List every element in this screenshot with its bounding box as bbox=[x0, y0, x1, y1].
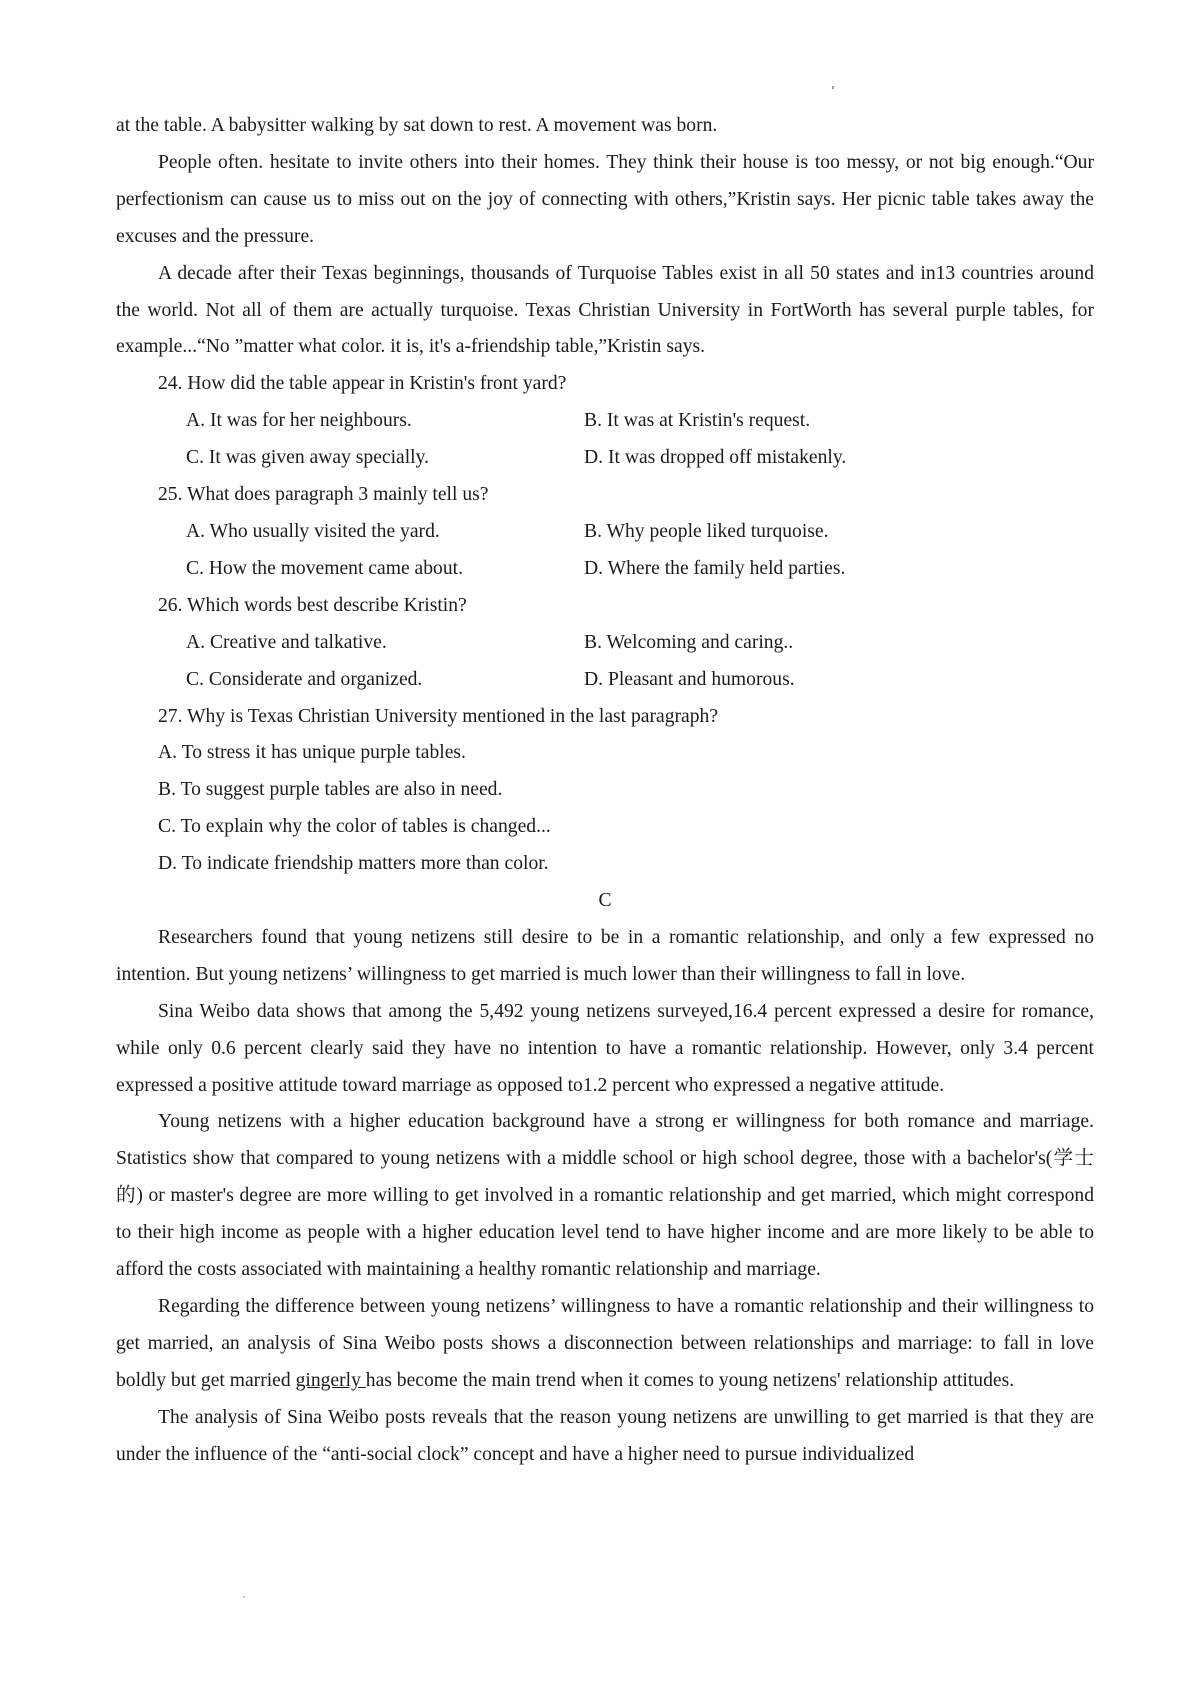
footer-mark bbox=[243, 1596, 245, 1598]
question-25-option-c: C. How the movement came about. bbox=[186, 557, 463, 579]
underlined-word-gingerly: gingerly bbox=[295, 1369, 366, 1391]
passage-b-paragraph-1: at the table. A babysitter walking by sat down to rest. A movement was born. bbox=[116, 115, 718, 136]
passage-c-paragraph-5: The analysis of Sina Weibo posts reveals that the reason young netizens are unwilling to get married is that they are under the influence of the “anti-social clock” concept and have a higher need to pursue individualized bbox=[116, 1406, 1094, 1465]
question-25-option-a: A. Who usually visited the yard. bbox=[186, 520, 440, 542]
passage-b-paragraph-2: People often. hesitate to invite others into their homes. They think their house is too messy, or not big enough.“Our perfectionism can cause us to miss out on the joy of connecting with others,”Kristin says. Her picnic table takes away the excuses and the pressure. bbox=[116, 151, 1094, 247]
passage-c-paragraph-4-before: Regarding the difference between young netizens’ willingness to have a romantic relationship and their willingness to get married, an analysis of Sina Weibo posts shows a disconnection between relationships and marriage: to fall in love boldly but get married bbox=[116, 1296, 1094, 1391]
question-24-option-a: A. It was for her neighbours. bbox=[186, 410, 412, 432]
question-25-options-row-1 bbox=[186, 514, 1094, 551]
question-24-options-row-1 bbox=[186, 403, 1094, 440]
passage-c-paragraph-2: Sina Weibo data shows that among the 5,492 young netizens surveyed,16.4 percent expressed a desire for romance, while only 0.6 percent clearly said they have no intention to have a romantic relationship. However, only 3.4 percent expressed a positive attitude toward marriage as opposed to1.2 percent who expressed a negative attitude. bbox=[116, 1000, 1094, 1096]
question-26-options-row-2 bbox=[186, 662, 1094, 699]
question-25-stem: 25. What does paragraph 3 mainly tell us? bbox=[158, 484, 489, 506]
page-mark bbox=[832, 86, 834, 89]
question-25-option-b: B. Why people liked turquoise. bbox=[584, 520, 829, 542]
question-26-stem: 26. Which words best describe Kristin? bbox=[158, 594, 467, 616]
question-25-options-row-2 bbox=[186, 551, 1094, 588]
question-27-option-a: A. To stress it has unique purple tables. bbox=[158, 742, 466, 764]
question-26-option-c: C. Considerate and organized. bbox=[186, 668, 423, 690]
section-c-title: C bbox=[598, 890, 612, 912]
question-27-stem: 27. Why is Texas Christian University mentioned in the last paragraph? bbox=[158, 705, 719, 727]
question-25-option-d: D. Where the family held parties. bbox=[584, 557, 846, 579]
question-26-options-row-1 bbox=[186, 625, 1094, 662]
passage-b-paragraph-3: A decade after their Texas beginnings, thousands of Turquoise Tables exist in all 50 states and in13 countries around the world. Not all of them are actually turquoise. Texas Christian University in FortWorth has several purple tables, for example...“No ”matter what color. it is, it's a-friendship table,”Kristin says. bbox=[116, 262, 1094, 358]
question-26-option-d: D. Pleasant and humorous. bbox=[584, 668, 795, 690]
question-26-option-b: B. Welcoming and caring.. bbox=[584, 631, 794, 653]
exam-page bbox=[116, 108, 1094, 1474]
question-24-options-row-2 bbox=[186, 440, 1094, 477]
question-27-option-b: B. To suggest purple tables are also in need. bbox=[158, 779, 503, 801]
passage-c-paragraph-3: Young netizens with a higher education background have a strong er willingness for both romance and marriage. Statistics show that compared to young netizens with a middle school or high school degree, those with a bachelor's(学士的) or master's degree are more willing to get involved in a romantic relationship and get married, which might correspond to their high income as people with a higher education level tend to have higher income and are more likely to be able to afford the costs associated with maintaining a healthy romantic relationship and marriage. bbox=[116, 1111, 1094, 1281]
passage-c-paragraph-1: Researchers found that young netizens still desire to be in a romantic relationship, and only a few expressed no intention. But young netizens’ willingness to get married is much lower than their willingness to fall in love. bbox=[116, 926, 1094, 985]
passage-c-paragraph-4-after: has become the main trend when it comes to young netizens' relationship attitudes. bbox=[365, 1369, 1015, 1391]
question-24-stem: 24. How did the table appear in Kristin's front yard? bbox=[158, 373, 567, 395]
passage-c-paragraph-4 bbox=[116, 1289, 1094, 1400]
question-26-option-a: A. Creative and talkative. bbox=[186, 631, 387, 653]
question-27-option-c: C. To explain why the color of tables is changed... bbox=[158, 816, 551, 838]
question-24-option-b: B. It was at Kristin's request. bbox=[584, 410, 811, 432]
question-24-option-c: C. It was given away specially. bbox=[186, 447, 430, 469]
question-27-option-d: D. To indicate friendship matters more than color. bbox=[158, 853, 549, 875]
question-24-option-d: D. It was dropped off mistakenly. bbox=[584, 447, 847, 469]
